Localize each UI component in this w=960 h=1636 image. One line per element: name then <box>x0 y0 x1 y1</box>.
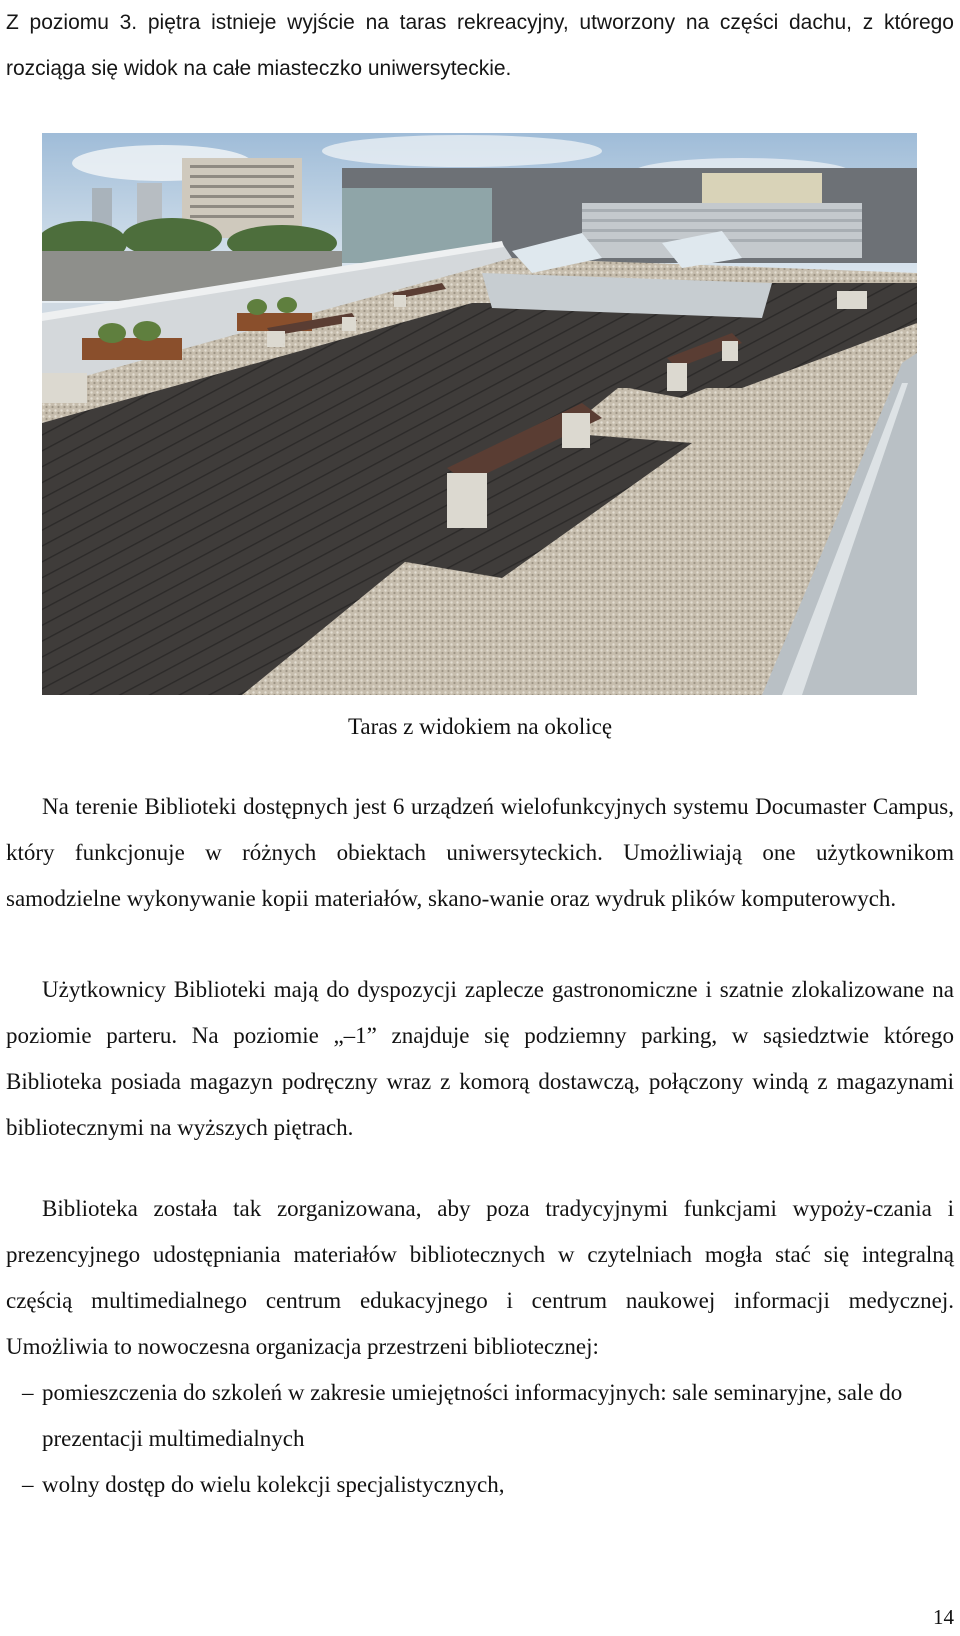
intro-paragraph: Z poziomu 3. piętra istnieje wyjście na taras rekreacyjny, utworzony na części dachu, z którego rozciąga się widok na całe miasteczko uniwersyteckie. <box>6 11 954 80</box>
paragraph-organization <box>6 1186 954 1370</box>
paragraph-text: Użytkownicy Biblioteki mają do dyspozycji zaplecze gastronomiczne i szatnie zlokalizowane na poziomie parteru. Na poziomie „–1” znajduje się podziemny parking, w sąsiedztwie którego Biblioteka posiada magazyn podręczny wraz z komorą dostawczą, połączony windą z magazynami bibliotecznymi na wyższych piętrach. <box>6 977 954 1140</box>
paragraph-facilities <box>6 967 954 1151</box>
page-number: 14 <box>933 1605 954 1629</box>
bullet-marker: – <box>22 1380 34 1405</box>
list-item <box>6 1370 954 1462</box>
planter <box>82 338 182 360</box>
figure-caption: Taras z widokiem na okolicę <box>347 714 613 739</box>
list-item <box>6 1462 954 1508</box>
paragraph-text: Na terenie Biblioteki dostępnych jest 6 urządzeń wielofunkcyjnych systemu Documaster Campus, który funkcjonuje w różnych obiektach uniwersyteckich. Umożliwiają one użytkownikom samodzielne wykonywanie kopii materiałów, skano-wanie oraz wydruk plików komputerowych. <box>6 794 954 911</box>
rooftop-terrace-photo <box>42 133 917 695</box>
paragraph-text: Biblioteka została tak zorganizowana, aby poza tradycyjnymi funkcjami wypoży-czania i prezencyjnego udostępniania materiałów bibliotecznych w czytelniach mogła stać się integralną częścią multimedialnego centrum edukacyjnego i centrum naukowej informacji medycznej. Umożliwia to nowoczesna organizacja przestrzeni bibliotecznej: <box>6 1196 954 1359</box>
list-item-text: wolny dostęp do wielu kolekcji specjalistycznych, <box>42 1472 505 1497</box>
bullet-list <box>6 1370 954 1508</box>
paragraph-devices <box>6 784 954 922</box>
list-item-text: pomieszczenia do szkoleń w zakresie umiejętności informacyjnych: sale seminaryjne, sale do prezentacji multimedialnych <box>42 1380 903 1451</box>
bullet-marker: – <box>22 1472 34 1497</box>
